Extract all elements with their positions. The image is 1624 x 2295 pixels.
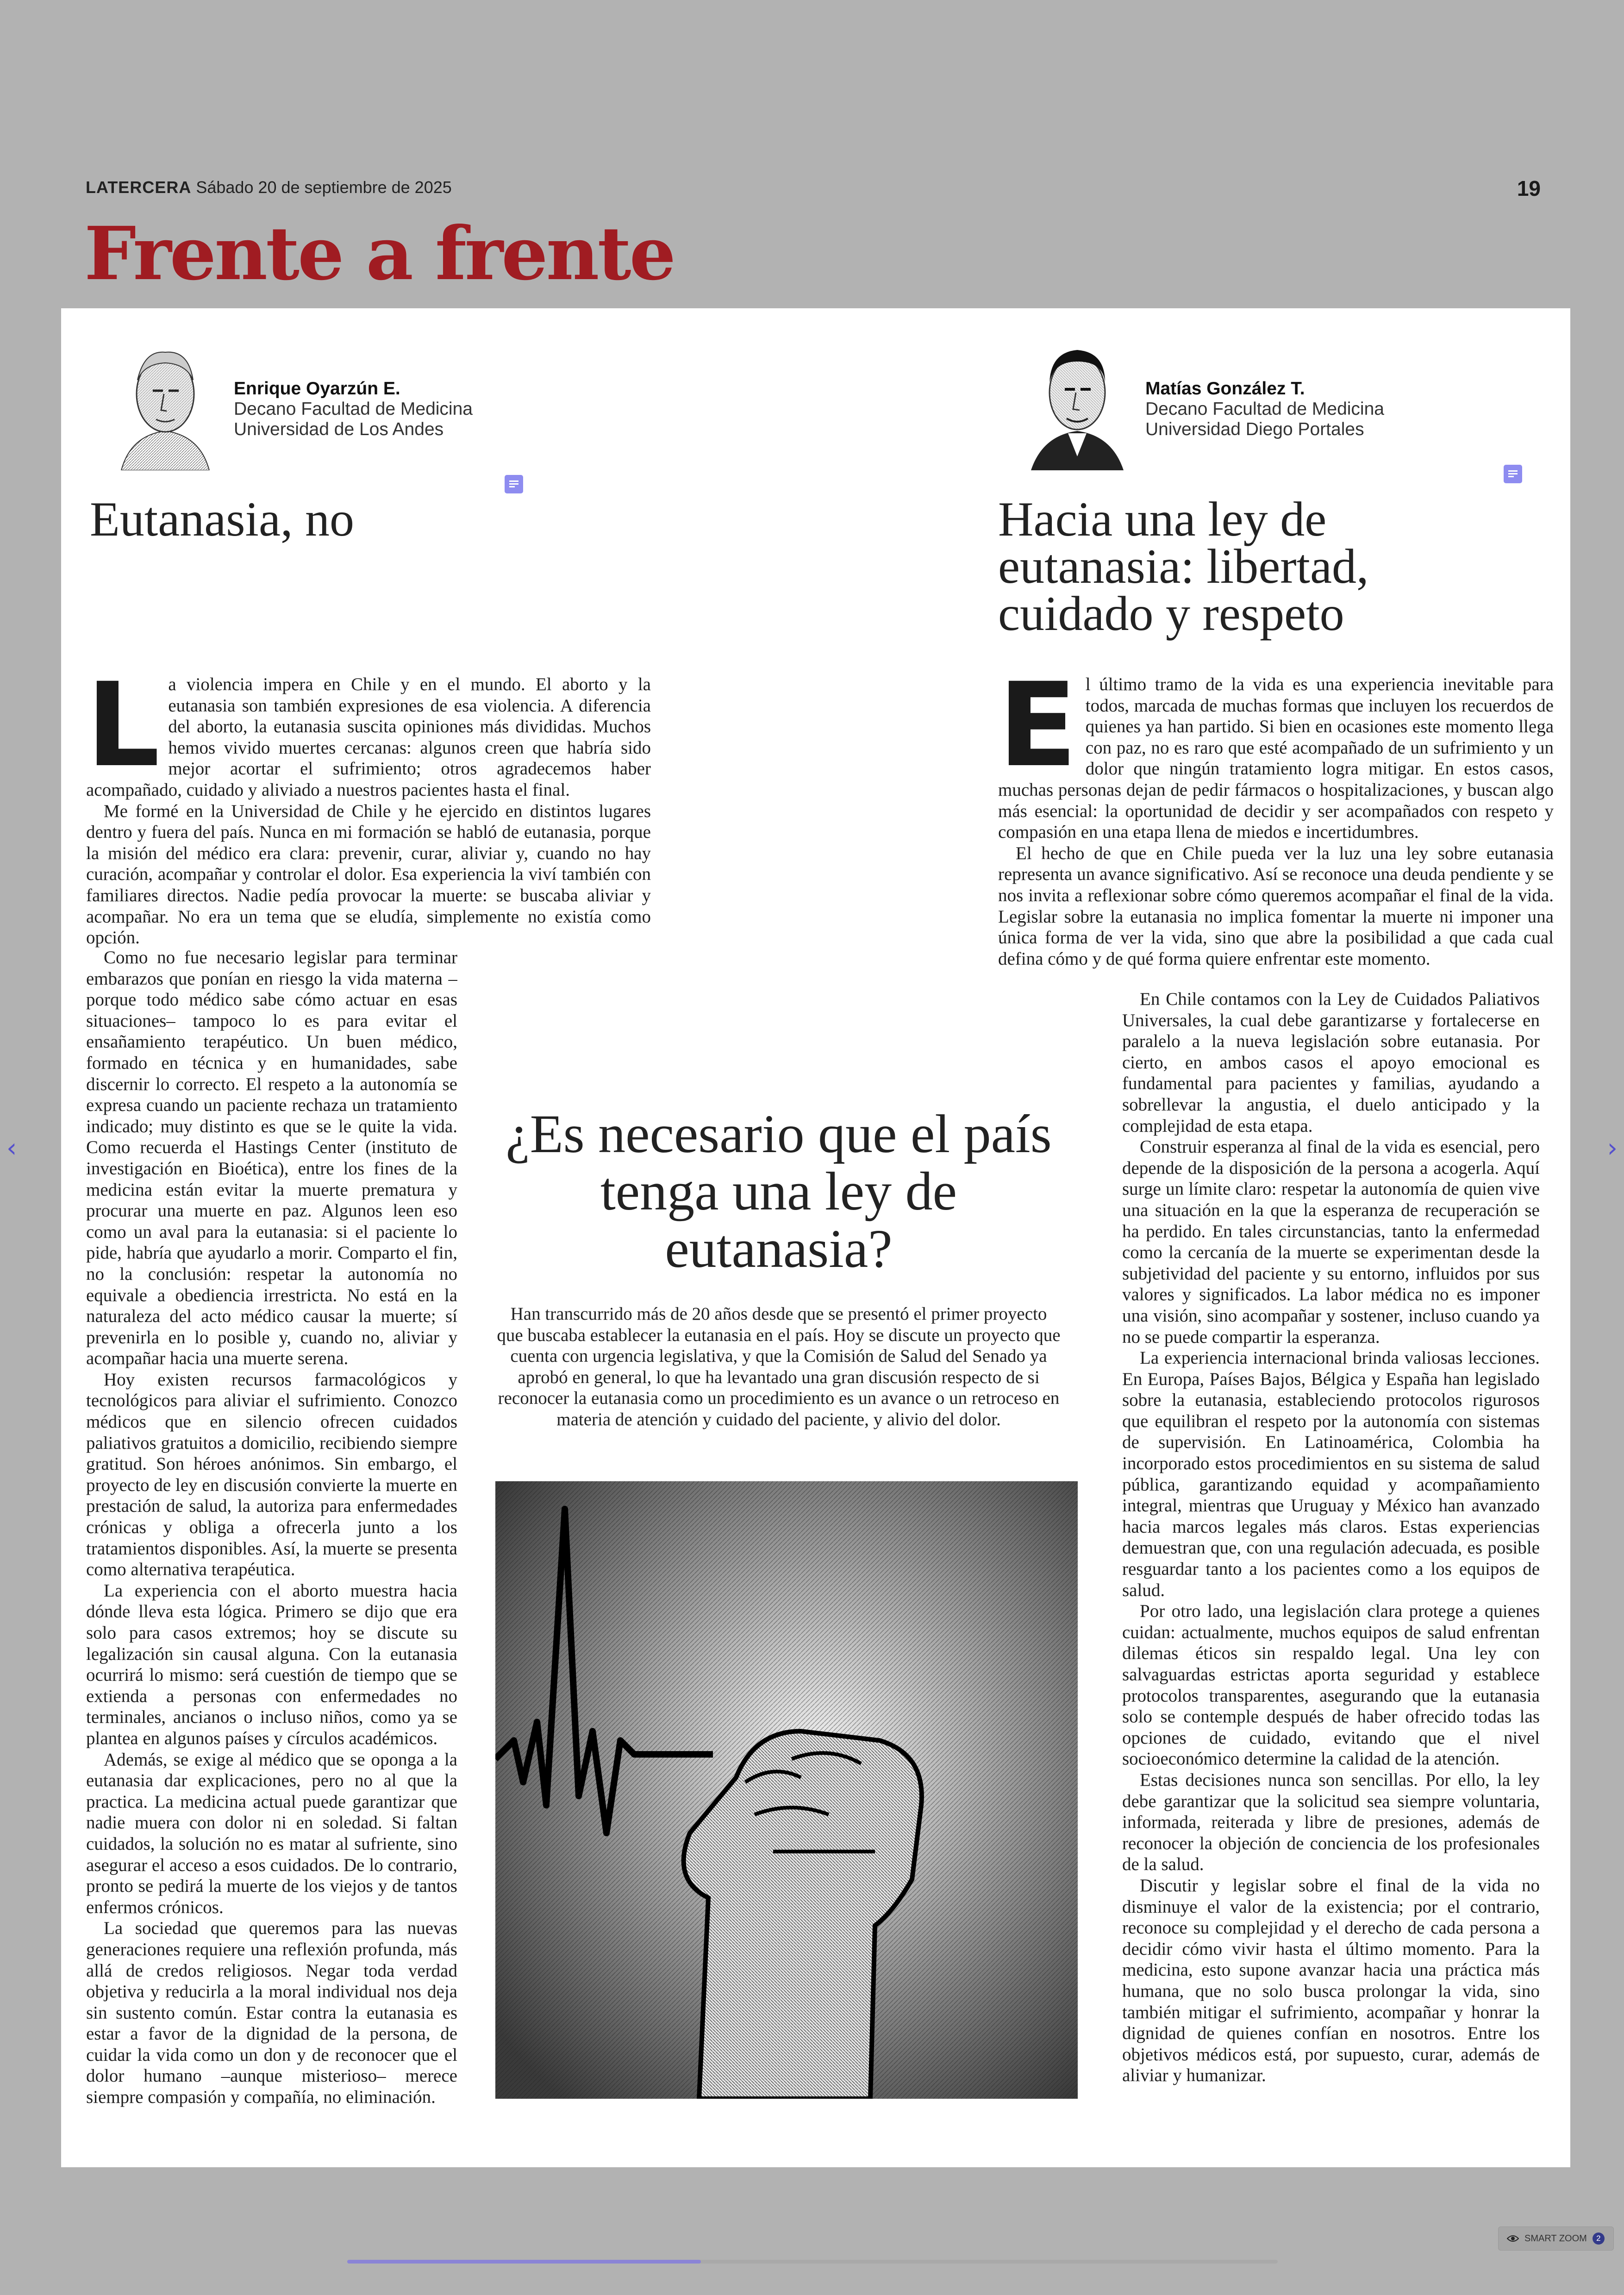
author-left-role: Decano Facultad de Medicina (234, 399, 473, 419)
author-right-name: Matías González T. (1145, 379, 1305, 399)
eye-icon (1507, 2235, 1519, 2242)
page-progress-bar[interactable] (347, 2260, 1278, 2264)
portrait-right (1024, 336, 1131, 470)
left-article-title: Eutanasia, no (90, 492, 355, 546)
prev-page-arrow[interactable]: ‹ (6, 1133, 17, 1163)
left-paragraph: Además, se exige al médico que se oponga a la eutanasia dar explicaciones, pero no al que la practica. La medicina actual puede garantizar que nadie muera con dolor ni en soledad. Si faltan cuidados, la solución no es matar al sufriente, sino asegurar el acceso a esos cuidados. De lo contrario, pronto se pedirá la muerte de los viejos y de tantos enfermos crónicos. (86, 1749, 457, 1917)
brand: LATERCERA (86, 178, 192, 197)
right-paragraph: Discutir y legislar sobre el final de la vida no disminuye el valor de la existencia; por el contrario, reconoce su complejidad y el derecho de cada persona a decidir cómo vivir hasta el último momento. Para la medicina, esto supone avanzar hacia una práctica más humana, que no solo busca prolongar la vida, sino también mitigar el sufrimiento, acompañar y honrar la dignidad de quienes confían en nosotros. Entre los objetivos médicos está, por supuesto, curar, además de aliviar y humanizar. (1122, 1875, 1540, 2086)
left-paragraph: Hoy existen recursos farmacológicos y tecnológicos para aliviar el sufrimiento. Conozco médicos que en silencio ofrecen cuidados paliativos gratuitos a domicilio, recibiendo siempre gratitud. Son héroes anónimos. Sin embargo, el proyecto de ley en discusión convierte la muerte en prestación de salud, la autoriza para enfermedades crónicas y obliga a ofrecerla junto a los tratamientos disponibles. Así, la muerte se presenta como alternativa terapéutica. (86, 1369, 457, 1580)
author-right-university: Universidad Diego Portales (1145, 419, 1364, 439)
left-paragraph: a violencia impera en Chile y en el mundo. El aborto y la eutanasia son también expresiones de esa violencia. A diferencia del aborto, la eutanasia suscita opiniones más divididas. Muchos hemos vivido muertes cercanas: algunos creen que habría sido mejor acortar el sufrimiento; otros agradecemos haber acompañado, cuidado y aliviado a nuestros pacientes hasta el final. (86, 674, 651, 800)
smart-zoom-button[interactable] (1498, 2226, 1614, 2251)
right-paragraph: Por otro lado, una legislación clara protege a quienes cuidan: actualmente, muchos equipos de salud enfrentan dilemas éticos sin respaldo legal. Una ley con salvaguardas estrictas aporta seguridad y establece protocolos transparentes, asegurando que la eutanasia solo se contemple después de haber ofrecido todas las opciones de cuidado, evitando que el nivel socioeconómico determine la calidad de la atención. (1122, 1601, 1540, 1769)
author-right-role: Decano Facultad de Medicina (1145, 399, 1384, 419)
left-paragraph: Como no fue necesario legislar para terminar embarazos que ponían en riesgo la vida materna –porque todo médico sabe cómo actuar en esas situaciones– tampoco lo es para evitar el ensañamiento terapéutico. Un buen médico, formado en técnica y en humanidades, sabe discernir lo correcto. El respeto a la autonomía se expresa cuando un paciente rechaza un tratamiento indicado; muy distinto es que se le quite la vida. Como recuerda el Hastings Center (instituto de investigación en Bioética), entre los fines de la medicina están evitar la muerte prematura y procurar una muerte en paz. Algunos leen eso como un aval para la eutanasia: si el paciente lo pide, habría que ayudarlo a morir. Comparto el fin, no la conclusión: respetar la autonomía no equivale a obediencia irrestricta. No está en la naturaleza del acto médico causar la muerte; sí prevenirla en lo posible y, cuando no, aliviar y acompañar hacia una muerte serena. (86, 948, 457, 1369)
note-icon[interactable] (1504, 465, 1522, 483)
header-line (86, 178, 452, 197)
right-paragraph: La experiencia internacional brinda valiosas lecciones. En Europa, Países Bajos, Bélgica y España han legislado sobre la eutanasia, estableciendo protocolos rigurosos que equilibran el respeto por la autonomía con sistemas de supervisión. En Latinoamérica, Colombia ha incorporado estos procedimientos en su sistema de salud pública, garantizando equidad y acompañamiento integral, mientras que Uruguay y México han avanzado hacia marcos legales más claros. Estas experiencias demuestran que, con una regulación adecuada, es posible resguardar tanto a los pacientes como a los equipos de salud. (1122, 1348, 1540, 1600)
author-left-university: Universidad de Los Andes (234, 419, 444, 439)
right-dropcap: E (998, 674, 1077, 792)
right-paragraph: Estas decisiones nunca son sencillas. Por ello, la ley debe garantizar que la solicitud sea siempre voluntaria, informada, reiterada y libre de presiones, además de reconocer la objeción de conciencia de los profesionales de la salud. (1122, 1770, 1540, 1875)
right-paragraph: Construir esperanza al final de la vida es esencial, pero depende de la disposición de la persona a acogerla. Aquí surge un límite claro: respetar la autonomía de quien vive una situación en la que la esperanza de recuperación se ha perdido. En tales circunstancias, tanto la enfermedad como la cercanía de la muerte se experimentan desde la subjetividad del paciente y su entorno, influidos por sus valores y significados. La labor médica no es imponer una visión, sino acompañar y sostener, incluso cuando ya no se puede compartir la esperanza. (1122, 1137, 1540, 1347)
debate-intro: Han transcurrido más de 20 años desde que se presentó el primer proyecto que buscaba establecer la eutanasia en el país. Hoy se discute un proyecto que cuenta con urgencia legislativa, y que la Comisión de Salud del Senado ya aprobó en general, lo que ha levantado una gran discusión respecto de si reconocer la eutanasia como un procedimiento es un avance o un retroceso en materia de atención y cuidado del paciente, y alivio del dolor. (497, 1304, 1061, 1429)
right-paragraph: En Chile contamos con la Ley de Cuidados Paliativos Universales, la cual debe garantizarse y fortalecerse en paralelo a la nueva legislación sobre eutanasia. Por cierto, en ambos casos el apoyo emocional es fundamental para pacientes y familias, ayudando a sobrellevar la angustia, el duelo anticipado y la complejidad de esta etapa. (1122, 989, 1540, 1136)
right-paragraph: l último tramo de la vida es una experiencia inevitable para todos, marcada de muchas formas que incluyen los recuerdos de quienes ya han partido. Si bien en ocasiones este momento llega con paz, no es raro que esté acompañado de un sufrimiento y un dolor que ningún tratamiento logra mitigar. En estos casos, muchas personas dejan de pedir fármacos o hospitalizaciones, y buscan algo más esencial: la oportunidad de decidir y ser acompañados con respeto y compasión en una etapa llena de miedos e incertidumbres. (998, 674, 1554, 842)
section-title: Frente a frente (84, 211, 675, 297)
fist-heartbeat-illustration (495, 1481, 1078, 2099)
next-page-arrow[interactable]: › (1607, 1133, 1618, 1163)
author-right (1145, 379, 1384, 440)
right-article-title: Hacia una ley de eutanasia: libertad, cuidado y respeto (998, 492, 1369, 641)
note-icon[interactable] (505, 475, 523, 493)
debate-question: ¿Es necesario que el país tenga una ley de eutanasia? (506, 1104, 1052, 1279)
left-article-body-column (86, 947, 457, 2123)
portrait-left (112, 336, 219, 470)
right-article-body-top (998, 674, 1554, 989)
right-paragraph: El hecho de que en Chile pueda ver la luz una ley sobre eutanasia representa un avance significativo. Así se reconoce una deuda pendiente y se nos invita a reflexionar sobre cómo queremos acompañar el final de la vida. Legislar sobre la eutanasia no implica fomentar la muerte ni imponer una única forma de ver la vida, sino que abre la posibilidad a que cada cual defina cómo y de qué forma quiere enfrentar este momento. (998, 843, 1554, 969)
left-paragraph: La sociedad que queremos para las nuevas generaciones requiere una reflexión profunda, más allá de credos religiosos. Negar toda verdad objetiva y reducirla a la moral individual nos deja sin sustento común. Estar contra la eutanasia es estar a favor de la dignidad de la persona, de cuidar la vida como un don y de reconocer que el dolor humano –aunque misterioso– merece siempre compasión y compañía, no eliminación. (86, 1918, 457, 2108)
page-number: 19 (1517, 176, 1541, 200)
author-left-name: Enrique Oyarzún E. (234, 379, 400, 399)
smart-zoom-count: 2 (1593, 2233, 1605, 2245)
smart-zoom-label: SMART ZOOM (1524, 2233, 1587, 2244)
left-dropcap: L (86, 674, 160, 792)
left-paragraph: Me formé en la Universidad de Chile y he ejercido en distintos lugares dentro y fuera del país. Nunca en mi formación se habló de eutanasia, porque la misión del médico era clara: prevenir, curar, aliviar y, cuando no hay curación, acompañar y controlar el dolor. Esa experiencia la viví también con familiares directos. Nadie pedía provocar la muerte: se buscaba aliviar y acompañar. No era un tema que se eludía, simplemente no existía como opción. (86, 801, 651, 948)
right-article-body-column (1122, 989, 1540, 2124)
newspaper-page (61, 308, 1570, 2167)
page-progress-fill (347, 2260, 701, 2264)
author-left (234, 379, 473, 440)
issue-date: Sábado 20 de septiembre de 2025 (196, 178, 452, 197)
left-paragraph: La experiencia con el aborto muestra hacia dónde lleva esta lógica. Primero se dijo que era solo para casos extremos; hoy se discute su legalización sin causal alguna. Con la eutanasia ocurrirá lo mismo: será cuestión de tiempo que se extienda a personas con enfermedades no terminales, ancianos o incluso niños, como ya se plantea en algunos países y círculos académicos. (86, 1580, 457, 1748)
